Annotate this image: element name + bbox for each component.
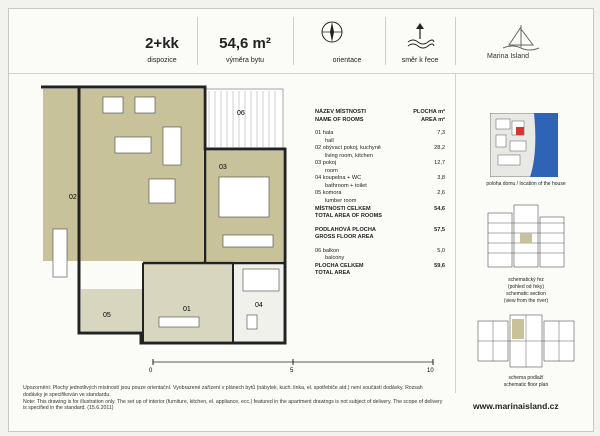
gross-label-en: GROSS FLOOR AREA (315, 234, 374, 241)
scale-label-10: 10 (427, 368, 434, 374)
header-bar (9, 9, 593, 74)
table-row: room (325, 167, 338, 174)
layout-cell (127, 17, 198, 65)
room-label-01: 01 (183, 306, 191, 313)
floor-plan-sheet (8, 8, 594, 432)
area-value: 54,6 m² (219, 35, 271, 52)
schematic-floor-plan (476, 311, 576, 371)
floor-caption-2: schematic floor plan (503, 382, 549, 388)
storage-floor (81, 289, 143, 331)
balcony-floor (205, 89, 283, 149)
table-row: 02 obývací pokoj, kuchyně 28,2 (315, 145, 445, 152)
area-label: výměra bytu (225, 57, 265, 64)
layout-value: 2+kk (145, 35, 179, 52)
room-label-03: 03 (219, 164, 227, 171)
table-row: 05 komora 2,6 (315, 190, 445, 197)
total-label-en: TOTAL AREA OF ROOMS (315, 213, 383, 220)
overall-label-cs: PLOCHA CELKEM (315, 262, 364, 269)
table-head-cs: NÁZEV MÍSTNOSTI (315, 109, 366, 115)
orientation-label: orientace (332, 57, 362, 64)
table-row: living room, kitchen (325, 152, 373, 159)
balcony-label-cs: 06 balkon (315, 247, 340, 254)
section-caption-1: schematický řez (508, 277, 544, 283)
balcony-area: 5,0 (437, 247, 445, 254)
table-row: 04 koupelna + WC 3,8 (315, 175, 445, 182)
table-row: 03 pokoj 12,7 (315, 160, 445, 167)
note-czech: Upozornění: Plochy jednotlivých místností jsou pouze orientační. Vyobrazené zařízení v plánech bytů (nábytek, kuch. linka, el. spotřebiče atd.) není součástí dodávky. Rozsah dodávky je specifikován ve standardu. (23, 385, 423, 398)
location-caption: poloha domu / location of the house (486, 181, 566, 187)
compass-icon (319, 19, 345, 45)
table-row: lumber room (325, 198, 357, 205)
section-caption-4: (view from the river) (503, 298, 549, 304)
table-row: bathroom + toilet (325, 182, 367, 189)
hall-floor (143, 261, 233, 341)
overall-label-en: TOTAL AREA (315, 270, 351, 277)
table-head-area-cs: PLOCHA m² (413, 109, 445, 115)
section-caption-3: schematic section (506, 291, 546, 297)
schematic-section (486, 203, 566, 273)
apartment-floor-plan (23, 79, 313, 379)
house-location-marker (516, 127, 524, 135)
marina-island-logo (501, 23, 541, 51)
side-column (455, 73, 596, 393)
area-cell (197, 17, 294, 65)
balcony-label-en: balcony (325, 255, 345, 262)
river-direction-icon (405, 21, 435, 51)
total-area: 54,6 (434, 205, 445, 212)
total-label-cs: MÍSTNOSTI CELKEM (315, 205, 371, 212)
floor-caption-1: schema podlaží (508, 375, 544, 381)
river-label: směr k řece (401, 57, 439, 64)
floor-unit-marker (512, 319, 524, 339)
room-label-06: 06 (237, 110, 245, 117)
section-caption-2: (pohled od řeky) (507, 284, 545, 290)
room-label-04: 04 (255, 302, 263, 309)
brand-name: Marina Island (487, 53, 530, 60)
location-map (490, 113, 558, 177)
table-row: hall (325, 137, 334, 144)
table-head-area-en: AREA m² (420, 116, 445, 123)
layout-label: dispozice (147, 57, 177, 64)
scale-bar (149, 358, 449, 374)
orientation-cell (293, 17, 386, 65)
section-unit-marker (520, 233, 532, 243)
river-cell (385, 17, 456, 65)
overall-area: 59,6 (434, 262, 445, 269)
scale-label-5: 5 (290, 368, 294, 374)
gross-area: 57,5 (434, 226, 445, 233)
table-head-en: NAME OF ROOMS (315, 116, 364, 123)
table-row: 01 hala 7,3 (315, 130, 445, 137)
website-link[interactable]: www.marinaisland.cz (473, 401, 559, 411)
disclaimer-note (23, 385, 443, 412)
scale-label-0: 0 (149, 368, 153, 374)
room-label-02: 02 (69, 194, 77, 201)
note-english: Note: This drawing is for illustration only. The set up of interior (furniture, kitchen, el. appliance, ecc.) featured in the apartment drawings is not subject of delivery. The scope of delivery is specified in the standard. (15.6.2011) (23, 398, 443, 412)
room-label-05: 05 (103, 312, 111, 319)
room-area-table (315, 109, 445, 278)
gross-label-cs: PODLAHOVÁ PLOCHA (315, 226, 376, 233)
